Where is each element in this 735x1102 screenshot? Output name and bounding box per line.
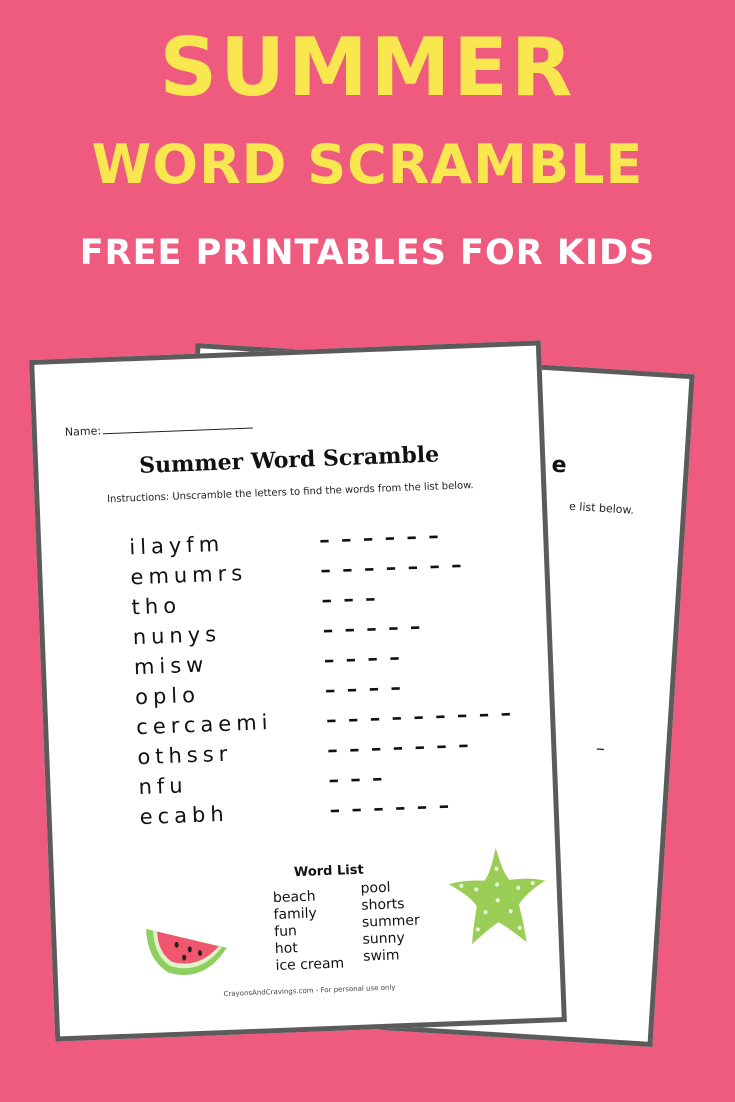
page-subtitle: FREE PRINTABLES FOR KIDS	[79, 233, 656, 273]
scrambled-word: emumrs	[130, 560, 248, 590]
answer-blanks: – – – –	[324, 674, 404, 702]
back-worksheet-instructions-fragment: e list below.	[568, 499, 635, 517]
scramble-row	[134, 674, 404, 711]
scrambled-word: ilayfm	[128, 531, 225, 560]
front-worksheet	[29, 340, 567, 1041]
scramble-row	[132, 614, 423, 651]
answer-blanks: – – –	[327, 765, 385, 792]
word-list-item: beach	[272, 888, 316, 907]
back-worksheet-dash-fragment: –	[595, 737, 606, 760]
scrambled-word: nfu	[138, 773, 189, 800]
scrambled-word: ecabh	[139, 801, 230, 830]
word-list-column-2	[360, 879, 421, 966]
word-list-item: fun	[273, 923, 298, 941]
worksheet-title: Summer Word Scramble	[138, 441, 440, 479]
starfish-icon	[443, 841, 552, 950]
name-field	[65, 419, 254, 439]
watermelon-icon	[140, 908, 233, 986]
scrambled-word: nunys	[132, 621, 222, 650]
worksheet-instructions: Instructions: Unscramble the letters to find the words from the list below.	[106, 480, 474, 506]
answer-blanks: – – – – – – –	[319, 552, 465, 583]
scramble-row	[128, 523, 442, 561]
word-list-item: ice cream	[275, 955, 345, 975]
scramble-row	[138, 765, 385, 801]
scrambled-word: othssr	[136, 741, 233, 770]
word-list-item: hot	[274, 940, 299, 958]
word-list-item: swim	[362, 947, 400, 965]
back-worksheet-title-fragment: e	[550, 452, 568, 479]
word-list-item: summer	[361, 912, 421, 931]
scramble-row	[139, 793, 452, 831]
scrambled-word: misw	[133, 652, 209, 680]
answer-blanks: – – – – – – – – –	[325, 700, 514, 732]
answer-blanks: – – – – – –	[329, 793, 452, 822]
scramble-row	[136, 732, 472, 771]
word-list-item: sunny	[362, 930, 406, 948]
scrambled-word: oplo	[134, 682, 201, 710]
scramble-row	[130, 552, 465, 591]
scramble-row	[133, 645, 403, 681]
scrambled-word: tho	[131, 593, 182, 620]
scramble-row	[131, 585, 379, 621]
name-label: Name:	[64, 424, 102, 439]
word-list-item: pool	[360, 879, 391, 897]
answer-blanks: – – – –	[323, 645, 403, 672]
worksheet-footer: CrayonsAndCravings.com - For personal use only	[223, 983, 396, 999]
word-list-column-1	[273, 887, 345, 975]
name-underline	[103, 428, 253, 435]
page-title-line2: WORD SCRAMBLE	[91, 133, 644, 196]
page-title: SUMMER	[159, 21, 576, 114]
word-list-item: shorts	[360, 896, 405, 914]
answer-blanks: – – –	[321, 585, 379, 613]
word-list-title: Word List	[293, 862, 364, 881]
answer-blanks: – – – – – –	[318, 523, 442, 553]
scramble-row	[135, 700, 514, 741]
answer-blanks: – – – – –	[322, 614, 423, 642]
answer-blanks: – – – – – – –	[326, 732, 472, 762]
scrambled-word: cercaemi	[135, 710, 273, 740]
word-list-item: family	[273, 905, 318, 924]
